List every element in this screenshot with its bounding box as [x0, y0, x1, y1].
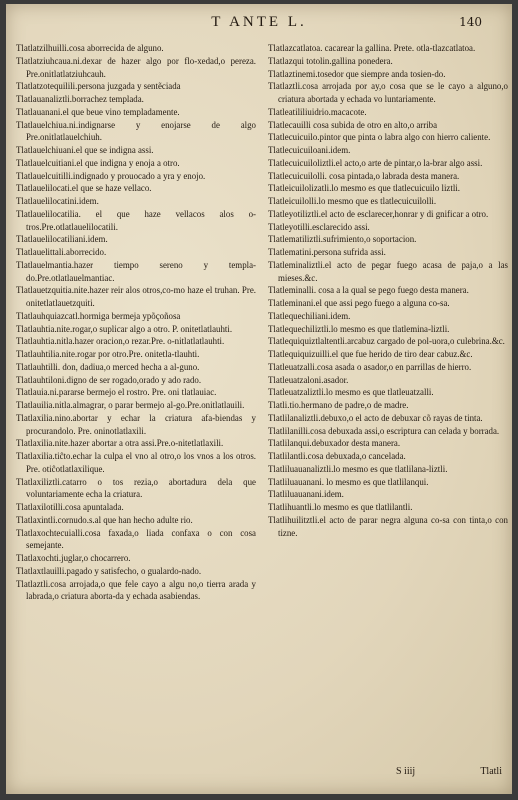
dictionary-entry: Tlatlaztli.cosa arrojada,o que fele cayo a algu no,o tierra arada y labrada,o criatura aborta-da y echada asabiendas. — [16, 578, 256, 602]
dictionary-entry: Tlatlauhtilia.nite.rogar por otro.Pre. onitetla-tlauhti. — [16, 349, 200, 359]
dictionary-entry: Tlatlauhtia.nitla.hazer oracion,o rezar.Pre. o-nitlatlatlauhti. — [16, 336, 225, 347]
dictionary-entry: Tlatlauanani.el que beue vino templadamente. — [16, 106, 180, 117]
dictionary-entry: Tlatlauelchiuani.el que se indigna assi. — [16, 145, 154, 155]
dictionary-entry: Tlatleminani.el que assi pego fuego a alguna co-sa. — [268, 298, 450, 308]
dictionary-entry: Tlatleuatzaloni.asador. — [268, 374, 349, 385]
dictionary-entry: Tlatlaztli.cosa arrojada por ay,o cosa que se le cayo a alguno,o criatura abortada y echada vo luntariamente. — [268, 81, 508, 104]
dictionary-entry: Tlatlatzotequilili.persona juzgada y sentẽciada — [16, 81, 181, 92]
dictionary-entry: Tlatlauelcuitiani.el que indigna y enoja a otro. — [16, 157, 180, 168]
dictionary-entry: Tlatlauelittali.aborrecido. — [16, 247, 107, 257]
dictionary-entry: Tlatlauelmantia.hazer tiempo sereno y templa-do.Pre.otlatlauelmantiac. — [16, 259, 256, 283]
dictionary-entry: Tlatleuatzaliztli.lo mesmo es que tlatleuatzalli. — [268, 387, 434, 398]
book-page — [6, 4, 512, 794]
dictionary-entry: Tlatleyotilli.esclarecido assi. — [268, 221, 370, 232]
catchword: Tlatli — [480, 766, 502, 777]
dictionary-entry: Tlatlequechiliani.idem. — [268, 310, 351, 321]
dictionary-entry: Tlatlaxochtecuialli.cosa faxada,o liada confaxa o con cosa semejante. — [16, 527, 256, 551]
dictionary-entry: Tlatlecuicuiloliztli.el acto,o arte de pintar,o la-brar algo assi. — [268, 157, 483, 168]
running-head: T ANTE L. — [211, 14, 307, 30]
dictionary-entry: Tlatlequechiliztli.lo mesmo es que tlatlemina-liztli. — [268, 323, 450, 334]
dictionary-entry: Tlatli.tio.hermano de padre,o de madre. — [268, 400, 409, 410]
dictionary-entry: Tlatlecuicuiloani.idem. — [268, 145, 351, 155]
dictionary-entry: Tlatleicuilolli.lo mesmo que es tlatlecuicuilolli. — [268, 196, 437, 206]
left-column — [16, 42, 256, 603]
dictionary-entry: Tlatliluauanani.idem. — [268, 489, 344, 500]
dictionary-entry: Tlatlaxilotilli.cosa apuntalada. — [16, 502, 124, 512]
dictionary-entry: Tlatlecuicuilolli. cosa pintada,o labrada desta manera. — [268, 170, 460, 181]
signature-mark: S iiij — [396, 766, 416, 777]
dictionary-entry: Tlatlauhtilli. don, dadiua,o merced hecha a al-guno. — [16, 361, 200, 372]
dictionary-entry: Tlatlauhquiazcatl.hormiga bermeja ypõçoñosa — [16, 310, 181, 321]
dictionary-entry: Tlatlihuantli.lo mesmo es que tlatlilantli. — [268, 502, 413, 512]
dictionary-entry: Tlatlaxochti.juglar,o chocarrero. — [16, 553, 131, 563]
dictionary-entry: Tlatlaztinemi.tosedor que siempre anda tosien-do. — [268, 68, 446, 79]
dictionary-entry: Tlatlecuicuilo.pintor que pinta o labra algo con hierro caliente. — [268, 132, 491, 143]
dictionary-entry: Tlatlazcatlatoa. cacarear la gallina. Prete. otla-tlazcatlatoa. — [268, 43, 476, 53]
dictionary-entry: Tlatleminaliztli.el acto de pegar fuego acasa de paja,o a las mieses.&c. — [268, 259, 508, 283]
dictionary-entry: Tlatlauanaliztli.borrachez templada. — [16, 94, 144, 104]
dictionary-entry: Tlatlauetzquitia.nite.hazer reir alos otros,co-mo haze el truhan. Pre. onitetlatlauetzquiti. — [16, 285, 256, 308]
dictionary-entry: Tlatlauelcuitilli.indignado y prouocado a yra y enojo. — [16, 170, 206, 181]
dictionary-entry: Tlatlauelilocatini.idem. — [16, 196, 99, 206]
dictionary-entry: Tlatlematiliztli.sufrimiento,o soportacion. — [268, 234, 417, 245]
dictionary-entry: Tlatlazqui totolin.gallina ponedera. — [268, 55, 393, 66]
dictionary-entry: Tlatleminalli. cosa a la qual se pego fuego desta manera. — [268, 285, 469, 296]
dictionary-entry: Tlatlequiquiztlaltentli.arcabuz cargado de pol-uora,o culebrina.&c. — [268, 336, 505, 347]
dictionary-entry: Tlatlilantli.cosa debuxada,o cancelada. — [268, 451, 406, 461]
dictionary-entry: Tlatlaxintli.cornudo.s.al que han hecho adulte rio. — [16, 514, 193, 525]
page-footer — [268, 766, 502, 780]
dictionary-entry: Tlatlatzilhuilli.cosa aborrecida de alguno. — [16, 43, 164, 53]
dictionary-entry: Tlatlequiquizuilli.el que fue herido de tiro dear cabuz.&c. — [268, 349, 473, 359]
dictionary-entry: Tlatlihuilitztli.el acto de parar negra alguna co-sa con tinta,o con tizne. — [268, 514, 508, 538]
dictionary-entry: Tlatlauelilocatilia. el que haze vellacos alos o-tros.Pre.otlatlauelilocatili. — [16, 208, 256, 232]
dictionary-entry: Tlatleyotiliztli.el acto de esclarecer,honrar y di gnificar a otro. — [268, 208, 489, 219]
dictionary-entry: Tlatlauelilocatiliani.idem. — [16, 234, 108, 245]
dictionary-entry: Tlatlauelchiua.ni.indignarse y enojarse de algo Pre.onitlatlauelchiuh. — [16, 119, 256, 143]
page-number: 140 — [459, 15, 482, 29]
dictionary-entry: Tlatleicuilolizatli.lo mesmo es que tlatlecuicuilo liztli. — [268, 183, 460, 194]
dictionary-entry: Tlatlecauilli cosa subida de otro en alto,o arriba — [268, 119, 438, 130]
dictionary-entry: Tlatlauelilocati.el que se haze vellaco. — [16, 183, 152, 194]
dictionary-entry: Tlatleatililiuidrio.macacote. — [268, 106, 367, 117]
dictionary-entry: Tlatleuatzalli.cosa asada o asador,o en parrillas de hierro. — [268, 361, 472, 372]
page-header — [6, 10, 512, 40]
dictionary-entry: Tlatlauhtiloni.digno de ser rogado,orado y ado rado. — [16, 374, 202, 385]
dictionary-entry: Tlatlematini.persona sufrida assi. — [268, 247, 386, 257]
dictionary-entry: Tlatlilanaliztli.debuxo,o el acto de debuxar cõ rayas de tinta. — [268, 412, 483, 423]
dictionary-entry: Tlatlaxilia.nite.hazer abortar a otra assi.Pre.o-nitetlatlaxili. — [16, 438, 224, 449]
dictionary-entry: Tlatlaxiliztli.catarro o tos rezia,o abortadura dela que voluntariamente echa la criatura. — [16, 476, 256, 500]
dictionary-entry: Tlatlauia.ni.pararse bermejo el rostro. Pre. oni tlatlauiac. — [16, 387, 217, 398]
dictionary-entry: Tlatlaxilia.tiĉto.echar la culpa el vno al otro,o los vnos a los otros. Pre. otiĉotlatlaxilique. — [16, 451, 256, 474]
right-column — [268, 42, 508, 539]
dictionary-entry: Tlatlaxtlauilli.pagado y satisfecho, o gualardo-nado. — [16, 565, 202, 576]
dictionary-entry: Tlatlilanqui.debuxador desta manera. — [268, 438, 401, 449]
dictionary-entry: Tlatlatziuhcaua.ni.dexar de hazer algo por flo-xedad,o pereza. Pre.onitlatlatziuhcauh. — [16, 55, 256, 79]
dictionary-entry: Tlatlilanilli.cosa debuxada assi,o escriptura can celada y borrada. — [268, 425, 500, 436]
dictionary-entry: Tlatlauilia.nitla.almagrar, o parar bermejo al-go.Pre.onitlatlauili. — [16, 400, 245, 410]
dictionary-entry: Tlatlaxilia.nino.abortar y echar la criatura afa-biendas y procurandolo. Pre. oninotlatlaxili. — [16, 412, 256, 436]
dictionary-entry: Tlatliluauanaliztli.lo mesmo es que tlatlilana-liztli. — [268, 463, 448, 474]
dictionary-entry: Tlatlauhtia.nite.rogar,o suplicar algo a otro. P. onitetlatlauhti. — [16, 323, 233, 334]
dictionary-entry: Tlatliluauanani. lo mesmo es que tlatlilanqui. — [268, 476, 429, 487]
